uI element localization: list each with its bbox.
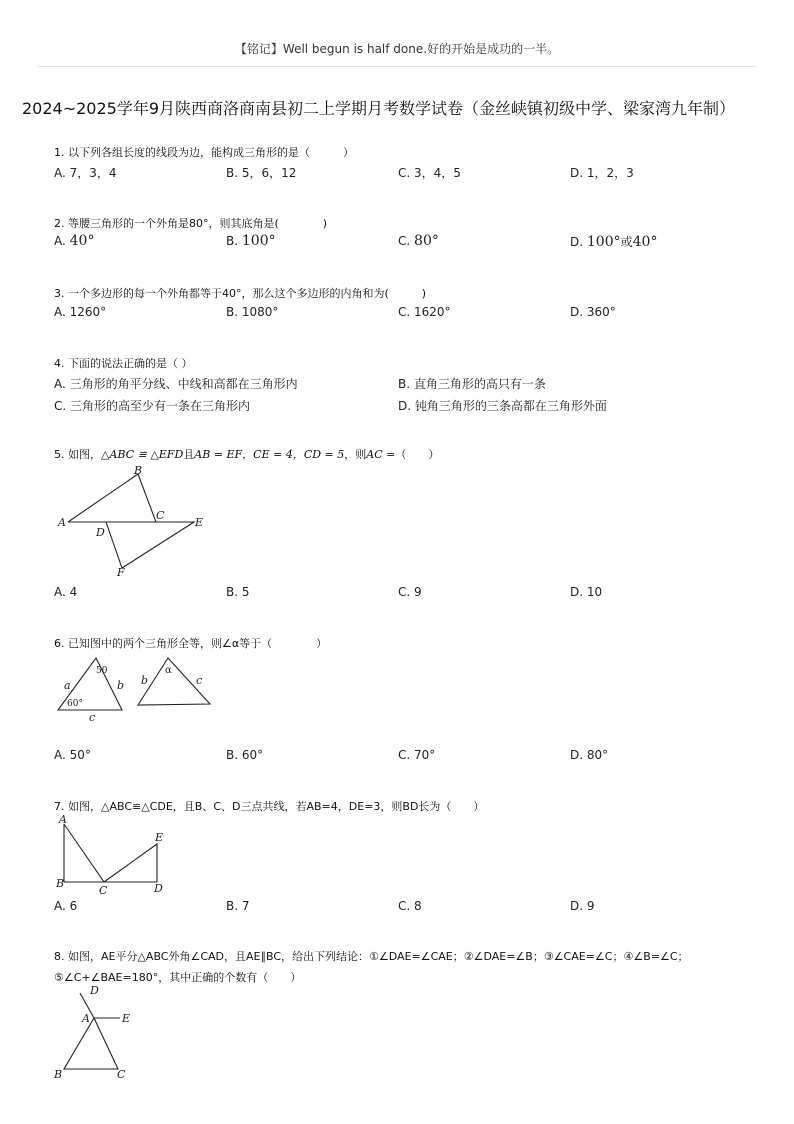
option-math: 80° — [414, 233, 439, 249]
option-c[interactable]: C. 70° — [398, 748, 436, 762]
question-7-figure — [54, 814, 174, 896]
option-b[interactable]: B. 60° — [226, 748, 264, 762]
question-8-stem-continued: ⑤∠C+∠BAE=180°，其中正确的个数有（ ） — [54, 971, 302, 984]
question-5-options — [54, 585, 754, 601]
side-label: b — [141, 674, 149, 687]
point-label: C — [99, 884, 108, 897]
question-3-options — [54, 305, 754, 321]
side-label: a — [64, 679, 71, 692]
option-a[interactable]: A. 4 — [54, 585, 78, 599]
triangle-abc — [64, 1018, 118, 1069]
option-b[interactable]: B. 5，6，12 — [226, 166, 297, 180]
option-math: 40° — [69, 233, 95, 249]
point-label: B — [56, 877, 65, 890]
option-b[interactable]: B. 直角三角形的高只有一条 — [398, 377, 546, 391]
point-label: C — [117, 1068, 126, 1081]
option-a[interactable]: A. 50° — [54, 748, 91, 762]
question-2-stem: 2. 等腰三角形的一个外角是80°，则其底角是( ) — [54, 217, 328, 230]
option-c[interactable]: C. 3，4，5 — [398, 166, 461, 180]
question-7-options — [54, 899, 754, 915]
option-d[interactable]: D. 9 — [570, 899, 595, 913]
option-b[interactable]: B. 7 — [226, 899, 250, 913]
question-1-stem: 1. 以下列各组长度的线段为边，能构成三角形的是（ ） — [54, 146, 354, 159]
question-8-stem: 8. 如图，AE平分△ABC外角∠CAD，且AE∥BC，给出下列结论：①∠DAE=∠CAE；②∠DAE=∠B；③∠CAE=∠C；④∠B=∠C； — [54, 950, 689, 963]
question-8-figure — [52, 985, 142, 1083]
header-divider — [38, 66, 756, 67]
option-a[interactable] — [54, 233, 94, 249]
stem-math: AC = — [366, 448, 396, 461]
triangle-cde — [104, 844, 157, 882]
point-label: A — [82, 1012, 90, 1025]
header-motto: 【铭记】Well begun is half done.好的开始是成功的一半。 — [234, 42, 560, 56]
point-label: F — [117, 566, 125, 579]
point-label: A — [59, 813, 67, 826]
point-label: B — [134, 464, 143, 477]
point-label: D — [96, 526, 105, 539]
option-connector: 或 — [620, 235, 633, 249]
point-label: B — [54, 1068, 63, 1081]
option-c[interactable]: C. 三角形的高至少有一条在三角形内 — [54, 399, 251, 413]
triangle-abc — [68, 474, 156, 522]
option-d[interactable] — [570, 233, 657, 250]
point-label: C — [156, 509, 165, 522]
angle-label: 50 — [96, 666, 108, 676]
option-a[interactable]: A. 1260° — [54, 305, 107, 319]
option-d[interactable]: D. 80° — [570, 748, 609, 762]
option-a[interactable]: A. 三角形的角平分线、中线和高都在三角形内 — [54, 377, 298, 391]
point-label: D — [90, 984, 99, 997]
triangle-abc — [64, 824, 104, 882]
option-math: 100° — [241, 233, 276, 249]
page-title: 2024~2025学年9月陕西商洛商南县初二上学期月考数学试卷（金丝峡镇初级中学、梁家湾九年制） — [22, 99, 736, 118]
stem-text: ，则 — [344, 448, 367, 461]
question-7-stem: 7. 如图，△ABC≌△CDE，且B、C、D三点共线，若AB=4，DE=3，则BD长为（ ） — [54, 800, 485, 813]
question-1-options — [54, 164, 754, 180]
triangle-efd — [106, 522, 194, 568]
question-6-options — [54, 748, 754, 764]
option-d[interactable]: D. 360° — [570, 305, 616, 319]
point-label: D — [154, 882, 163, 895]
question-6-stem: 6. 已知图中的两个三角形全等，则∠α等于（ ） — [54, 637, 328, 650]
point-label: A — [58, 516, 66, 529]
option-label: D. — [570, 235, 584, 249]
question-4-stem: 4. 下面的说法正确的是（ ） — [54, 357, 193, 370]
stem-math: △ABC ≌ △EFD — [101, 448, 184, 461]
question-2-options — [54, 233, 754, 249]
option-c[interactable]: C. 8 — [398, 899, 422, 913]
side-label: c — [196, 674, 203, 687]
side-label: c — [89, 711, 96, 724]
angle-label: α — [165, 665, 172, 676]
option-c[interactable]: C. 1620° — [398, 305, 451, 319]
question-5-stem — [54, 446, 439, 462]
option-b[interactable]: B. 1080° — [226, 305, 279, 319]
option-math: 40° — [632, 234, 658, 250]
option-math: 100° — [586, 234, 621, 250]
option-c[interactable] — [398, 233, 439, 249]
option-b[interactable] — [226, 233, 276, 249]
question-5-figure — [54, 462, 214, 582]
option-label: A. — [54, 234, 66, 248]
stem-text: （ ） — [395, 448, 440, 461]
option-label: B. — [226, 234, 239, 248]
option-label: C. — [398, 234, 411, 248]
question-3-stem: 3. 一个多边形的每一个外角都等于40°，那么这个多边形的内角和为( ) — [54, 287, 427, 300]
option-d[interactable]: D. 10 — [570, 585, 603, 599]
option-c[interactable]: C. 9 — [398, 585, 422, 599]
option-d[interactable]: D. 1，2，3 — [570, 166, 634, 180]
side-label: b — [117, 679, 125, 692]
option-b[interactable]: B. 5 — [226, 585, 250, 599]
stem-prefix: 5. 如图， — [54, 448, 101, 461]
question-6-figure — [54, 654, 224, 724]
option-a[interactable]: A. 7，3，4 — [54, 166, 117, 180]
point-label: E — [155, 831, 164, 844]
angle-label: 60° — [67, 699, 83, 709]
option-a[interactable]: A. 6 — [54, 899, 78, 913]
stem-math: AB = EF，CE = 4，CD = 5 — [194, 448, 345, 461]
point-label: E — [195, 516, 204, 529]
stem-text: 且 — [183, 448, 195, 461]
point-label: E — [122, 1012, 131, 1025]
option-d[interactable]: D. 钝角三角形的三条高都在三角形外面 — [398, 399, 607, 413]
